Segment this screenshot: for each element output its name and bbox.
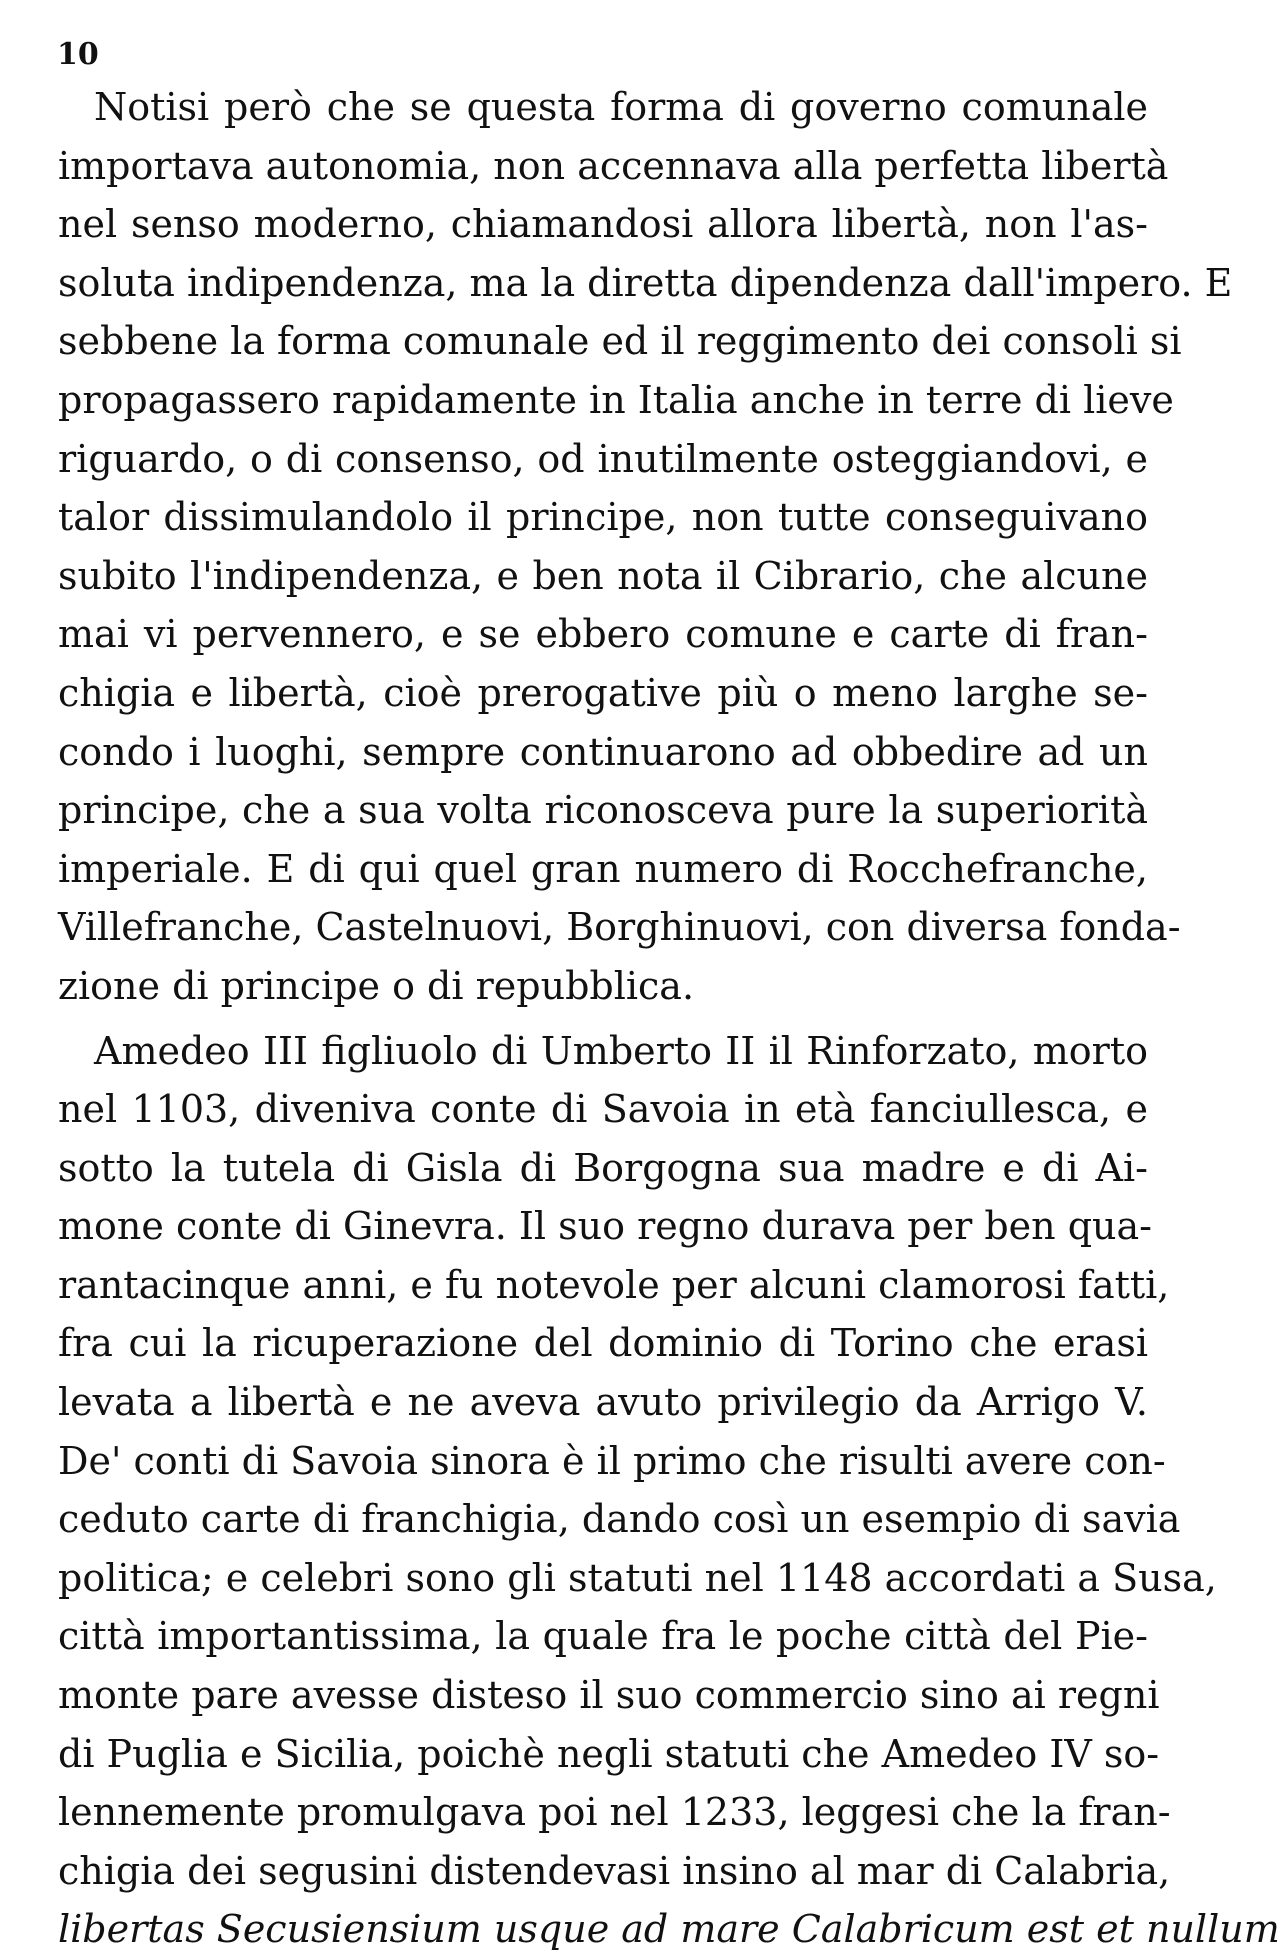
body-text [58, 78, 1280, 1959]
text-line: mone conte di Ginevra. Il suo regno durava per ben qua- [58, 1204, 1153, 1249]
text-line: fra cui la ricuperazione del dominio di Torino che erasi [58, 1321, 1148, 1366]
text-line: sotto la tutela di Gisla di Borgogna sua madre e di Ai- [58, 1145, 1148, 1190]
text-line: levata a libertà e ne aveva avuto privilegio da Arrigo V. [58, 1380, 1148, 1425]
text-line: condo i luoghi, sempre continuarono ad obbedire ad un [58, 729, 1148, 774]
text-line: chigia dei segusini distendevasi insino al mar di Calabria, [58, 1848, 1171, 1893]
text-line: Amedeo III figliuolo di Umberto II il Rinforzato, morto [94, 1028, 1148, 1073]
text-line: monte pare avesse disteso il suo commercio sino ai regni [58, 1673, 1160, 1718]
text-line: imperiale. E di qui quel gran numero di Rocchefranche, [58, 846, 1148, 891]
text-line: De' conti di Savoia sinora è il primo che risulti avere con- [58, 1438, 1166, 1483]
text-line: soluta indipendenza, ma la diretta dipendenza dall'impero. E [58, 260, 1233, 305]
text-line: città importantissima, la quale fra le poche città del Pie- [58, 1614, 1148, 1659]
text-line-italic: libertas Secusiensium usque ad mare Calabricum est et nullum [58, 1907, 1280, 1952]
text-line: ceduto carte di franchigia, dando così un esempio di savia [58, 1497, 1181, 1542]
text-line: sebbene la forma comunale ed il reggimento dei consoli si [58, 319, 1182, 364]
text-line: Villefranche, Castelnuovi, Borghinuovi, con diversa fonda- [58, 905, 1181, 950]
text-line: mai vi pervennero, e se ebbero comune e carte di fran- [58, 612, 1148, 657]
text-line: importava autonomia, non accennava alla perfetta libertà [58, 143, 1169, 188]
text-line: principe, che a sua volta riconosceva pure la superiorità [58, 788, 1148, 833]
text-line: lennemente promulgava poi nel 1233, leggesi che la fran- [58, 1790, 1171, 1835]
text-line: zione di principe o di repubblica. [58, 963, 695, 1008]
text-line: chigia e libertà, cioè prerogative più o meno larghe se- [58, 670, 1148, 715]
text-line: nel 1103, diveniva conte di Savoia in età fanciullesca, e [58, 1087, 1148, 1132]
text-line: talor dissimulandolo il principe, non tutte conseguivano [58, 495, 1148, 540]
text-line: propagassero rapidamente in Italia anche in terre di lieve [58, 377, 1174, 422]
text-line: riguardo, o di consenso, od inutilmente osteggiandovi, e [58, 436, 1148, 481]
text-line: di Puglia e Sicilia, poichè negli statuti che Amedeo IV so- [58, 1731, 1160, 1776]
text-line: rantacinque anni, e fu notevole per alcuni clamorosi fatti, [58, 1262, 1170, 1307]
text-line: subito l'indipendenza, e ben nota il Cibrario, che alcune [58, 553, 1148, 598]
text-line: nel senso moderno, chiamandosi allora libertà, non l'as- [58, 202, 1148, 247]
page-number: 10 [57, 37, 99, 72]
text-line: politica; e celebri sono gli statuti nel 1148 accordati a Susa, [58, 1555, 1217, 1600]
text-line: Notisi però che se questa forma di governo comunale [94, 85, 1148, 129]
